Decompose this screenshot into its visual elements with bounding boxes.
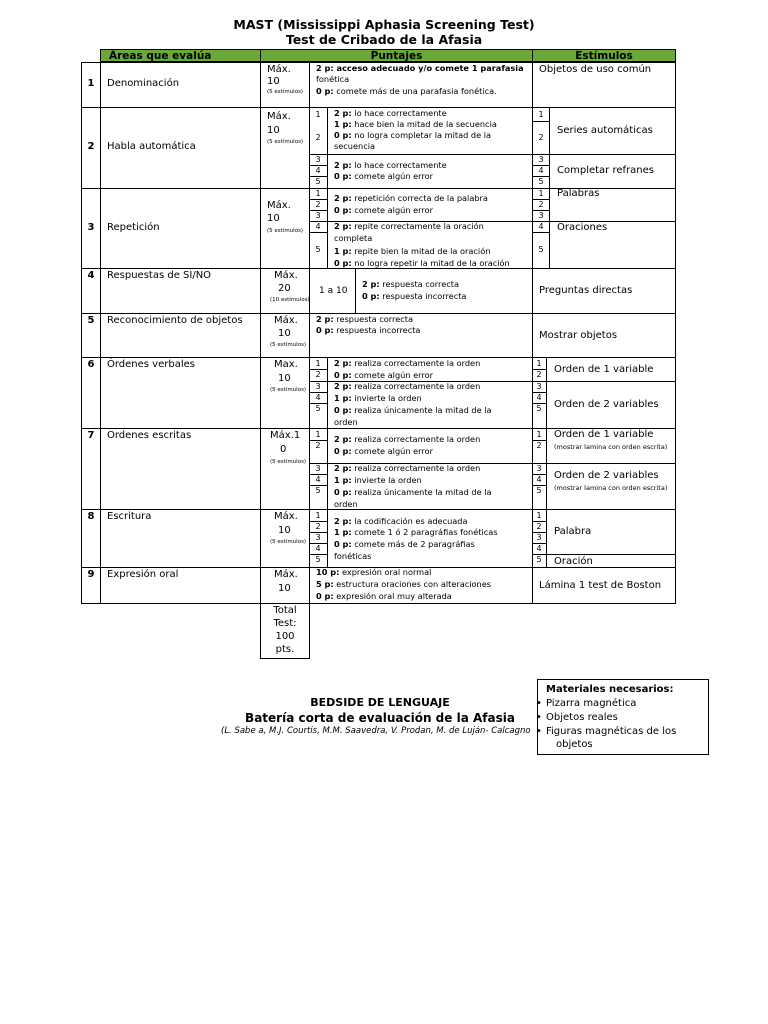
- max-label: Máx.: [274, 270, 298, 281]
- materials-item: • Objetos reales: [546, 711, 618, 724]
- stimulus-text: Palabras: [557, 188, 600, 199]
- total-unit: pts.: [275, 644, 295, 655]
- materials-item: objetos: [556, 739, 593, 750]
- max-note: (5 estímulos): [270, 387, 307, 393]
- score-text: 0 p: respuesta incorrecta: [362, 291, 467, 301]
- stimulus-text: Lámina 1 test de Boston: [539, 580, 662, 591]
- col-header-stimuli: Estímulos: [532, 49, 676, 62]
- bedside-citation: (L. Sabe a, M.J. Courtis, M.M. Saavedra, V. Prodan, M. de Luján- Calcagno: [221, 726, 531, 736]
- col-header-scores: Puntajes: [260, 49, 533, 62]
- row-number: 4: [87, 270, 95, 281]
- row-number: 7: [87, 430, 95, 441]
- page-title: MAST (Mississippi Aphasia Screening Test): [233, 17, 535, 32]
- col-header-areas: Áreas que evalúa: [100, 49, 261, 62]
- score-text: 1 p: repite bien la mitad de la oración: [334, 246, 491, 256]
- area-label: Órdenes verbales: [107, 359, 195, 370]
- area-label: Denominación: [107, 78, 180, 89]
- score-text: completa: [334, 233, 373, 243]
- score-text: 0 p: realiza únicamente la mitad de la: [334, 487, 492, 497]
- max-note: (5 estímulos): [267, 228, 304, 234]
- stimulus-text: Orden de 1 variable: [554, 364, 654, 375]
- stimulus-text: Palabra: [554, 526, 592, 537]
- score-text: 0 p: realiza únicamente la mitad de la: [334, 405, 492, 415]
- stimulus-text: Preguntas directas: [539, 285, 633, 296]
- score-text: orden: [334, 499, 358, 509]
- score-text: fonéticas: [334, 551, 372, 561]
- max-label: Máx.: [267, 64, 291, 75]
- score-text: 2 p: repetición correcta de la palabra: [334, 193, 488, 203]
- max-note: (5 estímulos): [270, 539, 307, 545]
- area-label: Reconocimiento de objetos: [107, 315, 243, 326]
- max-note: (5 estímulos): [270, 459, 307, 465]
- stimulus-text: Oración: [554, 556, 593, 567]
- score-text: 0 p: respuesta incorrecta: [316, 325, 421, 335]
- score-text: 2 p: respuesta correcta: [362, 279, 459, 289]
- score-text: 1 p: invierte la orden: [334, 475, 422, 485]
- score-text: 10 p: expresión oral normal: [316, 567, 432, 577]
- total-value: 100: [275, 631, 295, 642]
- max-note: (5 estímulos): [267, 89, 304, 95]
- score-text: 1 p: invierte la orden: [334, 393, 422, 403]
- score-text: 0 p: comete algún error: [334, 205, 433, 215]
- area-label: Respuestas de SI/NO: [107, 270, 212, 281]
- max-note: (5 estímulos): [270, 342, 307, 348]
- score-range: 1 a 10: [319, 286, 348, 296]
- score-text: 2 p: acceso adecuado y/o comete 1 parafasia: [316, 63, 524, 73]
- score-text: 2 p: realiza correctamente la orden: [334, 434, 481, 444]
- score-text: 0 p: comete más de una parafasia fonética.: [316, 86, 497, 96]
- score-text: 0 p: comete algún error: [334, 171, 433, 181]
- max-label: Máx.: [267, 111, 291, 122]
- max-value: 10: [267, 76, 280, 87]
- stimulus-text: Orden de 1 variable: [554, 429, 654, 440]
- max-label: Máx.: [267, 200, 291, 211]
- row-number: 9: [87, 569, 95, 580]
- max-value: 10: [278, 583, 291, 594]
- max-value: 10: [267, 125, 280, 136]
- row-number: 8: [87, 511, 95, 522]
- score-text: fonética: [316, 74, 350, 84]
- score-text: 2 p: la codificación es adecuada: [334, 516, 468, 526]
- stimulus-note: (mostrar lamina con orden escrita): [554, 484, 668, 492]
- row-number: 2: [87, 141, 95, 152]
- stimulus-text: Orden de 2 variables: [554, 470, 659, 481]
- materials-item: • Pizarra magnética: [546, 697, 636, 710]
- score-text: 0 p: comete algún error: [334, 370, 433, 380]
- score-text: 0 p: comete algún error: [334, 446, 433, 456]
- max-note: (5 estímulos): [267, 139, 304, 145]
- stimulus-text: Objetos de uso común: [539, 64, 652, 75]
- row-number: 1: [87, 78, 95, 89]
- score-text: 2 p: respuesta correcta: [316, 314, 413, 324]
- score-text: secuencia: [334, 141, 376, 151]
- score-text: 1 p: comete 1 ó 2 paragráfias fonéticas: [334, 527, 498, 537]
- bedside-title: BEDSIDE DE LENGUAJE: [310, 696, 450, 709]
- row-number: 3: [87, 222, 95, 233]
- max-value: 20: [278, 283, 291, 294]
- max-label: Máx.: [274, 569, 298, 580]
- max-value: 10: [267, 213, 280, 224]
- total-label: Total: [273, 605, 297, 616]
- score-text: 0 p: no logra repetir la mitad de la oración: [334, 258, 510, 268]
- stimulus-text: Series automáticas: [557, 125, 653, 136]
- max-label: Máx.: [274, 511, 298, 522]
- stimulus-text: Orden de 2 variables: [554, 399, 659, 410]
- max-note: (10 estímulos): [270, 297, 310, 303]
- max-label: Max.: [274, 359, 298, 370]
- max-label: Máx.: [274, 315, 298, 326]
- bedside-subtitle: Batería corta de evaluación de la Afasia: [245, 711, 515, 725]
- area-label: Repetición: [107, 222, 160, 233]
- score-text: 0 p: expresión oral muy alterada: [316, 591, 452, 601]
- score-text: 5 p: estructura oraciones con alteraciones: [316, 579, 492, 589]
- score-text: 2 p: realiza correctamente la orden: [334, 463, 481, 473]
- score-text: 2 p: repite correctamente la oración: [334, 221, 484, 231]
- max-value: 10: [278, 525, 291, 536]
- total-label: Test:: [273, 618, 297, 629]
- area-label: Ordenes escritas: [107, 430, 192, 441]
- max-value: 10: [278, 328, 291, 339]
- max-value: 0: [280, 444, 287, 455]
- stimulus-text: Oraciones: [557, 222, 608, 233]
- score-text: 2 p: lo hace correctamente: [334, 108, 447, 118]
- max-value: 10: [278, 373, 291, 384]
- materials-title: Materiales necesarios:: [546, 684, 674, 695]
- materials-item: • Figuras magnéticas de los: [546, 725, 676, 738]
- area-label: Expresión oral: [107, 569, 179, 580]
- max-label: Máx.1: [270, 430, 301, 441]
- stimulus-text: Completar refranes: [557, 165, 654, 176]
- score-text: 0 p: comete más de 2 paragráfias: [334, 539, 475, 549]
- stimulus-text: Mostrar objetos: [539, 330, 618, 341]
- stimulus-note: (mostrar lamina con orden escrita): [554, 443, 668, 451]
- row-number: 5: [87, 315, 95, 326]
- area-label: Habla automática: [107, 141, 196, 152]
- score-text: 1 p: hace bien la mitad de la secuencia: [334, 119, 497, 129]
- score-text: orden: [334, 417, 358, 427]
- page-subtitle: Test de Cribado de la Afasia: [285, 32, 483, 47]
- score-text: 2 p: realiza correctamente la orden: [334, 381, 481, 391]
- score-text: 0 p: no logra completar la mitad de la: [334, 130, 492, 140]
- row-number: 6: [87, 359, 95, 370]
- score-text: 2 p: lo hace correctamente: [334, 160, 447, 170]
- score-text: 2 p: realiza correctamente la orden: [334, 358, 481, 368]
- area-label: Escritura: [107, 511, 152, 522]
